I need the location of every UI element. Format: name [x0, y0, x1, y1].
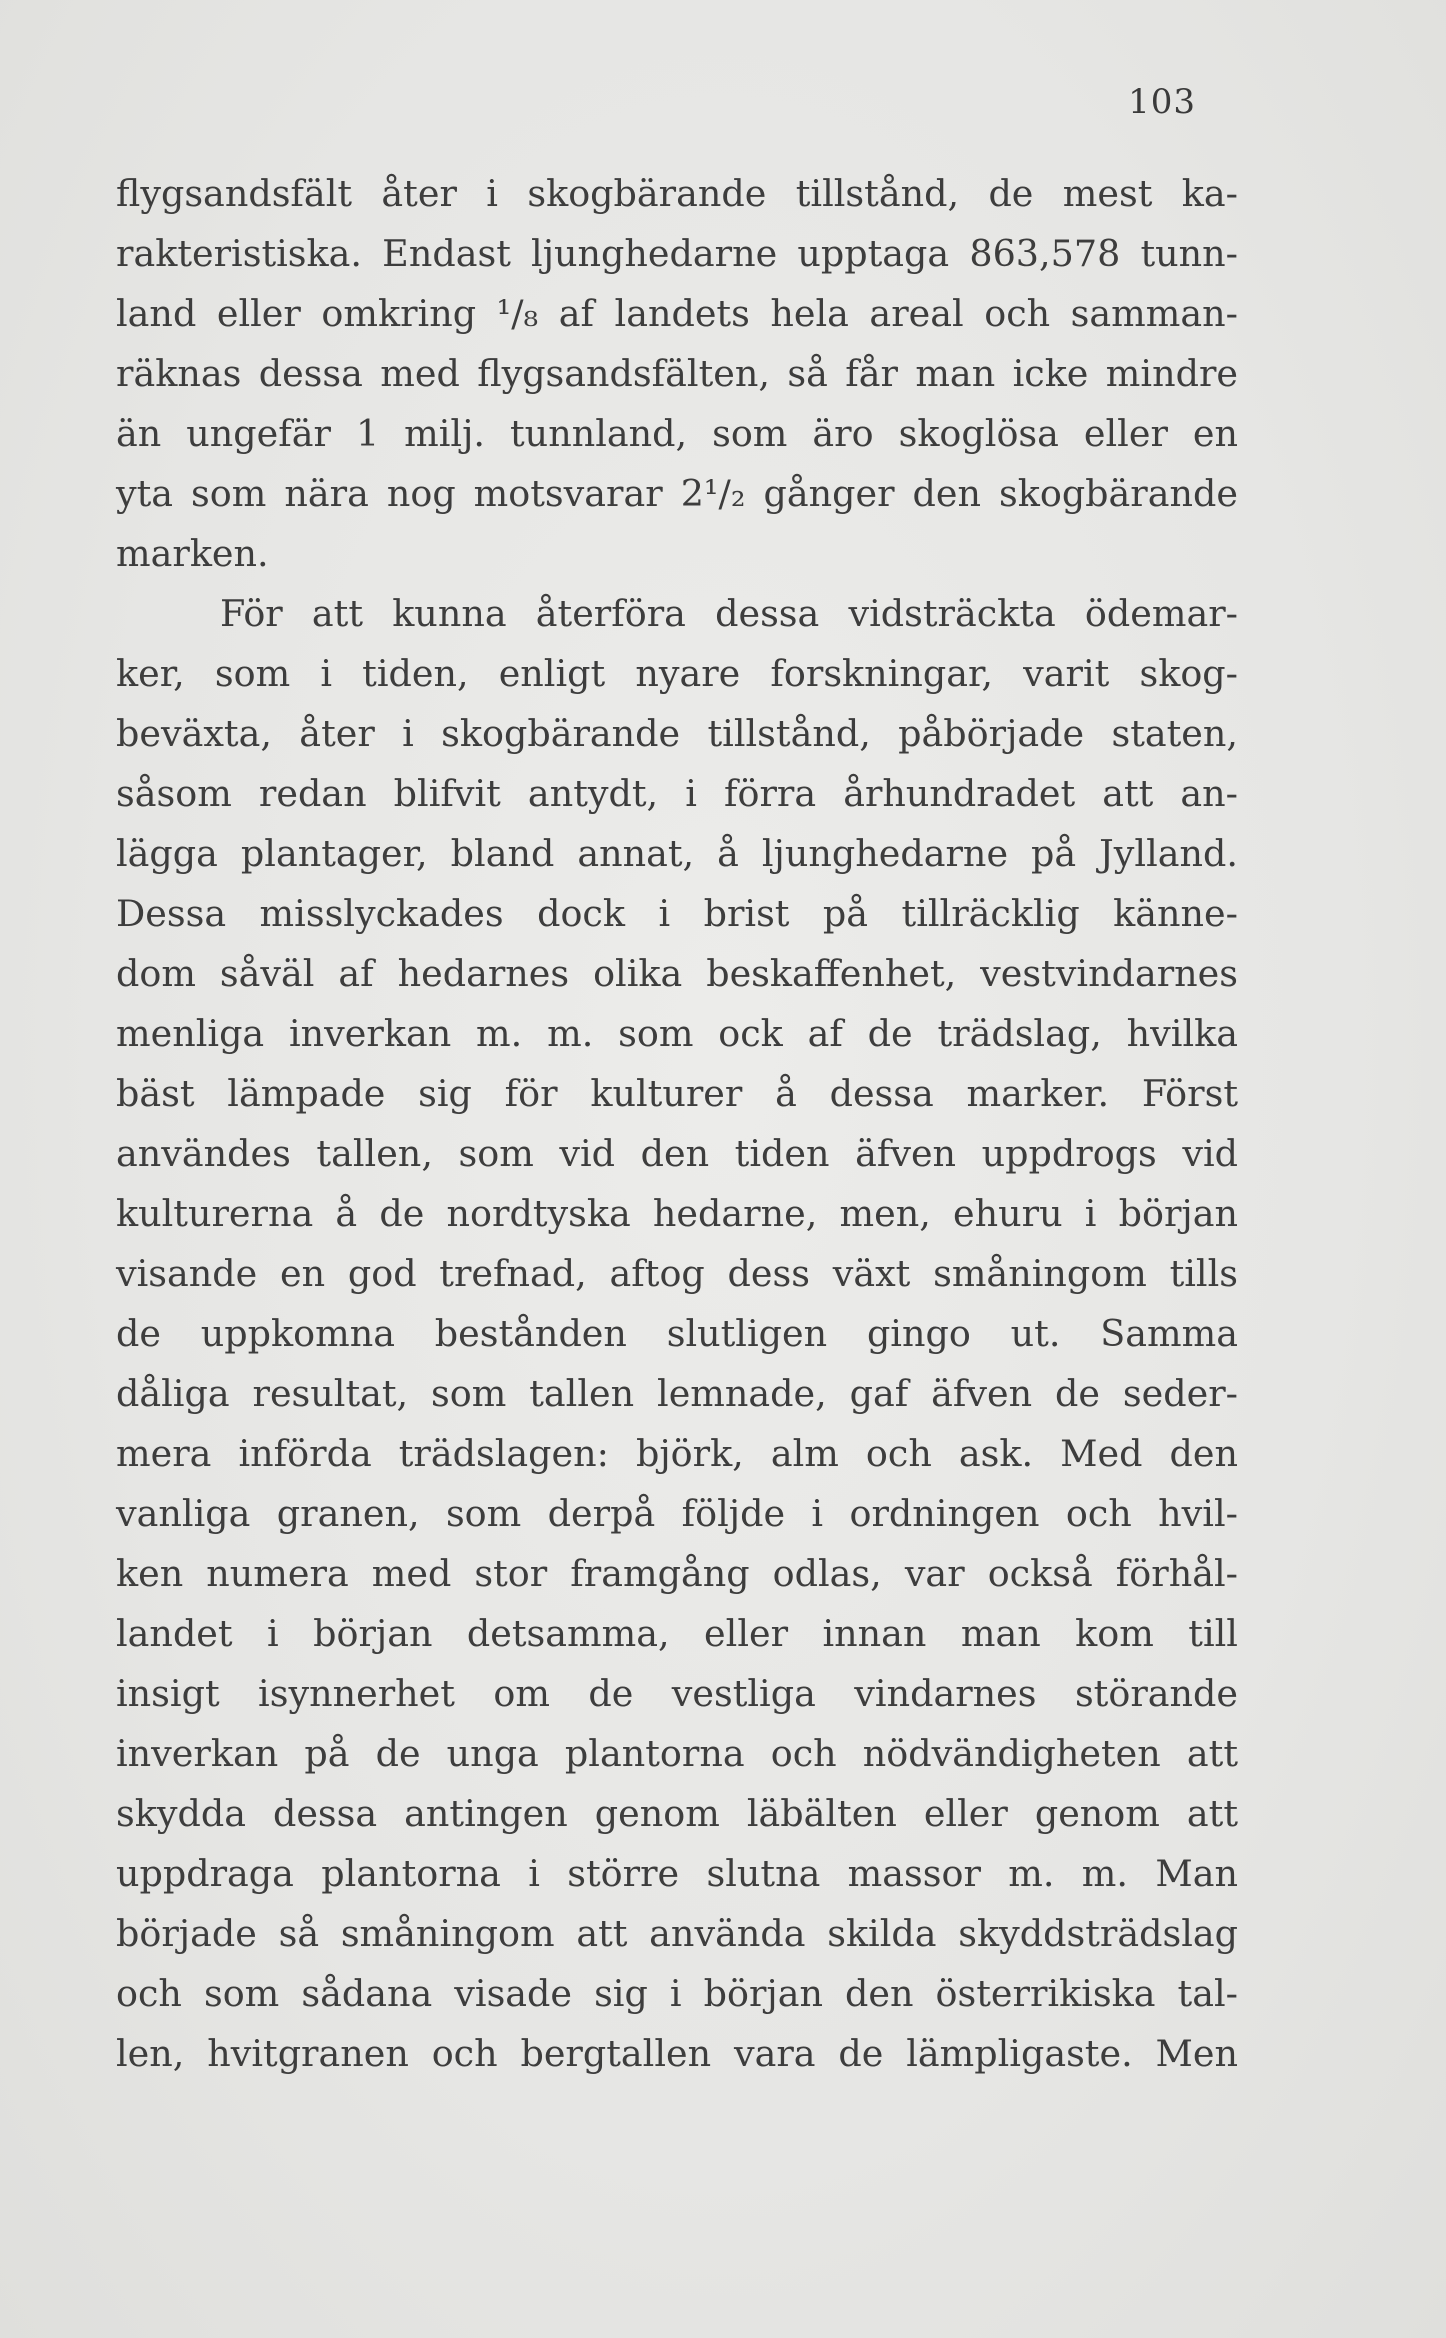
text-line: yta som nära nog motsvarar 2¹/₂ gånger den skogbärande [116, 472, 1238, 515]
text-line: beväxta, åter i skogbärande tillstånd, påbörjade staten, [116, 712, 1238, 755]
text-line: För att kunna återföra dessa vidsträckta ödemar- [220, 592, 1238, 635]
text-line: vanliga granen, som derpå följde i ordningen och hvil- [116, 1492, 1238, 1535]
text-line: Dessa misslyckades dock i brist på tillräcklig känne- [116, 892, 1238, 935]
text-line: skydda dessa antingen genom läbälten eller genom att [116, 1792, 1238, 1835]
text-line: inverkan på de unga plantorna och nödvändigheten att [116, 1732, 1238, 1775]
text-line: dom såväl af hedarnes olika beskaffenhet, vestvindarnes [116, 952, 1238, 995]
text-line: såsom redan blifvit antydt, i förra århundradet att an- [116, 772, 1238, 815]
text-line: än ungefär 1 milj. tunnland, som äro skoglösa eller en [116, 412, 1238, 455]
text-line: ker, som i tiden, enligt nyare forskningar, varit skog- [116, 652, 1238, 695]
text-line: och som sådana visade sig i början den österrikiska tal- [116, 1972, 1238, 2015]
text-line: började så småningom att använda skilda skyddsträdslag [116, 1912, 1238, 1955]
body-text [116, 164, 1238, 2084]
text-line: de uppkomna bestånden slutligen gingo ut. Samma [116, 1312, 1238, 1355]
text-line: landet i början detsamma, eller innan man kom till [116, 1612, 1238, 1655]
text-line: menliga inverkan m. m. som ock af de trädslag, hvilka [116, 1012, 1238, 1055]
text-line: lägga plantager, bland annat, å ljunghedarne på Jylland. [116, 832, 1238, 875]
text-line: land eller omkring ¹/₈ af landets hela areal och samman- [116, 292, 1238, 335]
text-line: flygsandsfält åter i skogbärande tillstånd, de mest ka- [116, 172, 1238, 215]
text-line: kulturerna å de nordtyska hedarne, men, ehuru i början [116, 1192, 1238, 1235]
text-line: insigt isynnerhet om de vestliga vindarnes störande [116, 1672, 1238, 1715]
text-line: räknas dessa med flygsandsfälten, så får man icke mindre [116, 352, 1238, 395]
text-line: rakteristiska. Endast ljunghedarne upptaga 863,578 tunn- [116, 232, 1238, 275]
text-line: ken numera med stor framgång odlas, var också förhål- [116, 1552, 1238, 1595]
page-number: 103 [1128, 82, 1196, 122]
text-line: len, hvitgranen och bergtallen vara de lämpligaste. Men [116, 2032, 1238, 2075]
text-line: användes tallen, som vid den tiden äfven uppdrogs vid [116, 1132, 1238, 1175]
text-line: dåliga resultat, som tallen lemnade, gaf äfven de seder- [116, 1372, 1238, 1415]
text-line: mera införda trädslagen: björk, alm och ask. Med den [116, 1432, 1238, 1475]
text-line: bäst lämpade sig för kulturer å dessa marker. Först [116, 1072, 1238, 1115]
text-line: marken. [116, 532, 269, 575]
text-line: visande en god trefnad, aftog dess växt småningom tills [116, 1252, 1238, 1295]
text-line: uppdraga plantorna i större slutna massor m. m. Man [116, 1852, 1238, 1895]
